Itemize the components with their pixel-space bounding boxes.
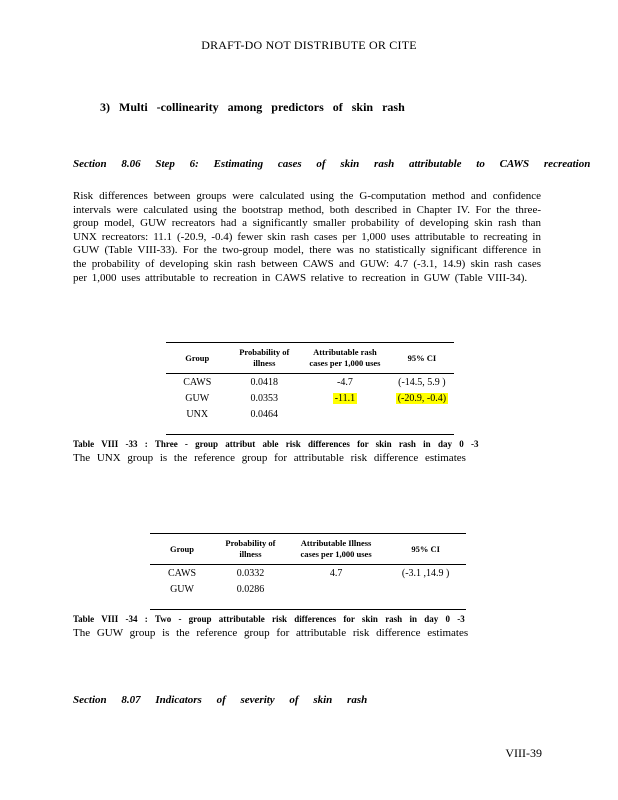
cell-group: GUW: [185, 392, 210, 404]
cell-attributable: [300, 390, 390, 406]
table-row: [150, 581, 466, 597]
table-row: [166, 374, 454, 391]
header-probability: Probability of illness: [229, 343, 301, 374]
highlighted-value: (-20.9, -0.4): [397, 392, 447, 404]
header-attributable: Attributable rash cases per 1,000 uses: [300, 343, 390, 374]
subheading-multicollinearity: 3) Multi -collinearity among predictors of skin rash: [100, 100, 405, 114]
page-header: DRAFT-DO NOT DISTRIBUTE OR CITE: [201, 38, 417, 52]
cell-attributable: [300, 406, 390, 422]
table-note: The GUW group is the reference group for attributable risk difference estimates: [73, 627, 469, 639]
section-title-8-06: Section 8.06 Step 6: Estimating cases of skin rash attributable to CAWS recreation: [73, 158, 591, 170]
table-header-row: [166, 343, 454, 374]
cell-ci: (-3.1 ,14.9 ): [401, 567, 450, 579]
table-caption: Table VIII -33 : Three - group attribut able risk differences for skin rash in day 0 -3: [73, 439, 479, 449]
body-paragraph: Risk differences between groups were calculated using the G-computation method and confidence intervals were calculated using the bootstrap method, both described in Chapter IV. For the three-group model, GUW recreators had a significantly smaller probability of developing skin rash than UNX recreators: 11.1 (-20.9, -0.4) fewer skin rash cases per 1,000 uses attributable to recreating in GUW (Table VIII-33). For the two-group model, there was no statistically significant difference in the probability of developing skin rash between CAWS and GUW: 4.7 (-3.1, 14.9) skin rash cases per 1,000 uses attributable to recreation in CAWS relative to recreation in GUW (Table VIII-34).: [73, 190, 541, 284]
cell-ci: [390, 390, 454, 406]
cell-probability: 0.0353: [250, 392, 279, 404]
cell-ci: (-14.5, 5.9 ): [398, 376, 446, 388]
header-group: Group: [166, 343, 229, 374]
table1-bottom-rule: [166, 434, 454, 435]
cell-group: CAWS: [183, 376, 212, 388]
cell-ci: [385, 581, 466, 597]
table-note: The UNX group is the reference group for attributable risk difference estimates: [73, 452, 466, 464]
header-ci: 95% CI: [385, 534, 466, 565]
cell-group: GUW: [170, 583, 194, 595]
cell-group: CAWS: [167, 567, 197, 579]
cell-probability: 0.0332: [236, 567, 265, 579]
cell-ci: [390, 406, 454, 422]
table-row: [166, 390, 454, 406]
cell-group: UNX: [186, 408, 209, 420]
cell-probability: 0.0464: [250, 408, 279, 420]
section-title-8-07: Section 8.07 Indicators of severity of skin rash: [73, 694, 368, 706]
table-caption: Table VIII -34 : Two - group attributable risk differences for skin rash in day 0 -3: [73, 614, 465, 624]
cell-attributable: [287, 581, 385, 597]
header-ci: 95% CI: [390, 343, 454, 374]
page-number: VIII-39: [505, 746, 542, 760]
table2-bottom-rule: [150, 609, 466, 610]
cell-probability: 0.0286: [236, 583, 265, 595]
table-viii-34: [150, 534, 466, 597]
cell-probability: 0.0418: [250, 376, 279, 388]
header-group: Group: [150, 534, 214, 565]
table-row: [150, 565, 466, 582]
header-attributable: Attributable Illness cases per 1,000 uses: [287, 534, 385, 565]
table-row: [166, 406, 454, 422]
table-header-row: [150, 534, 466, 565]
cell-attributable: 4.7: [329, 567, 343, 579]
highlighted-value: -11.1: [334, 392, 356, 404]
table-viii-33: [166, 343, 454, 422]
header-probability: Probability of illness: [214, 534, 287, 565]
cell-attributable: -4.7: [337, 376, 353, 388]
